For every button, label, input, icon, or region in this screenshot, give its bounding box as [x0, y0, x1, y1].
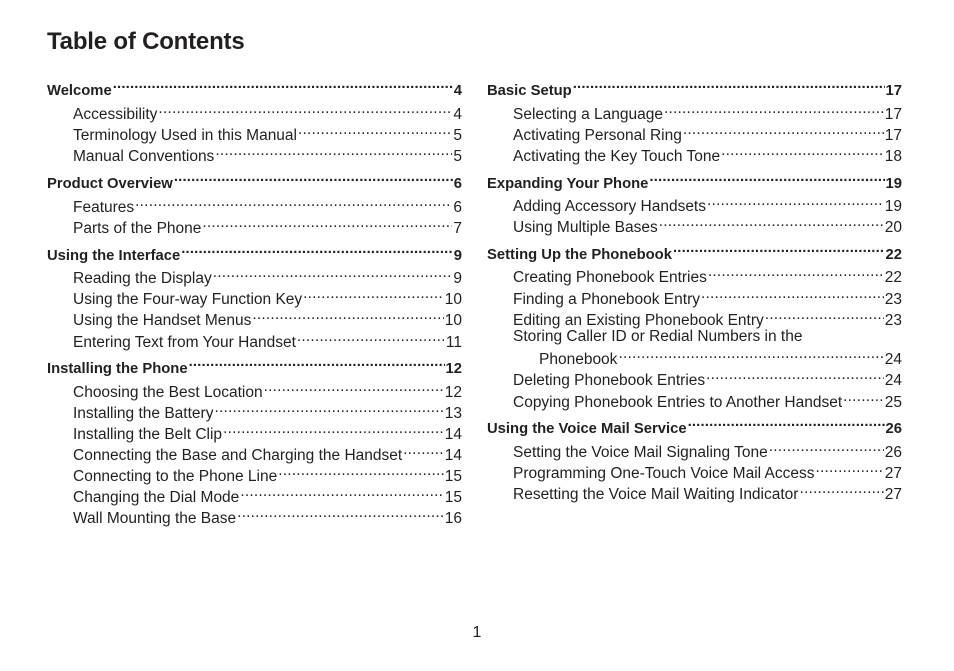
toc-label: Accessibility: [73, 106, 158, 123]
dot-leader: [765, 306, 884, 325]
dot-leader: [135, 193, 452, 212]
toc-section[interactable]: [487, 414, 902, 439]
dot-leader: [708, 263, 884, 282]
toc-page-number: 22: [885, 247, 902, 263]
toc-entry[interactable]: [487, 327, 902, 346]
toc-page-number: 19: [884, 198, 902, 215]
page-title: Table of Contents: [47, 28, 245, 55]
toc-entry[interactable]: [47, 504, 462, 528]
toc-page-number: 6: [453, 176, 462, 192]
toc-label: Deleting Phonebook Entries: [513, 372, 706, 389]
dot-leader: [843, 388, 884, 407]
toc-label: Editing an Existing Phonebook Entry: [513, 312, 764, 329]
toc-label: Using Multiple Bases: [513, 219, 658, 236]
toc-label: Connecting to the Phone Line: [73, 468, 278, 485]
toc-entry[interactable]: [487, 480, 902, 504]
dot-leader: [213, 264, 453, 283]
dot-leader: [403, 441, 444, 460]
toc-page-number: 24: [884, 351, 902, 368]
dot-leader: [158, 100, 452, 119]
toc-label: Reading the Display: [73, 270, 212, 287]
toc-entry[interactable]: [47, 214, 462, 238]
toc-section[interactable]: [47, 241, 462, 266]
dot-leader: [688, 414, 885, 433]
dot-leader: [618, 345, 883, 364]
toc-label: Using the Interface: [47, 248, 181, 264]
toc-entry[interactable]: [487, 263, 902, 287]
toc-section[interactable]: [487, 169, 902, 194]
toc-page-number: 17: [884, 106, 902, 123]
toc-label: Installing the Battery: [73, 405, 214, 422]
dot-leader: [113, 76, 453, 95]
toc-page-number: 14: [444, 426, 462, 443]
dot-leader: [223, 420, 444, 439]
dot-leader: [701, 285, 884, 304]
dot-leader: [664, 100, 884, 119]
toc-label: Setting Up the Phonebook: [487, 247, 672, 263]
toc-label: Phonebook: [539, 351, 618, 368]
dot-leader: [240, 483, 443, 502]
toc-label: Using the Voice Mail Service: [487, 421, 687, 437]
dot-leader: [298, 121, 452, 140]
toc-label: Activating the Key Touch Tone: [513, 148, 721, 165]
toc-page-number: 27: [884, 486, 902, 503]
toc-section[interactable]: [47, 169, 462, 194]
toc-label: Connecting the Base and Charging the Handset: [73, 447, 403, 464]
toc-page-number: 17: [885, 83, 902, 99]
toc-page-number: 12: [444, 384, 462, 401]
dot-leader: [683, 121, 884, 140]
toc-page-number: 9: [453, 248, 462, 264]
dot-leader: [721, 142, 884, 161]
toc-page-number: 13: [444, 405, 462, 422]
toc-entry[interactable]: [487, 388, 902, 412]
toc-entry[interactable]: [47, 142, 462, 166]
dot-leader: [706, 366, 884, 385]
dot-leader: [278, 462, 444, 481]
toc-page-number: 23: [884, 312, 902, 329]
toc-label: Parts of the Phone: [73, 220, 202, 237]
toc-label: Using the Four-way Function Key: [73, 291, 303, 308]
toc-section[interactable]: [487, 76, 902, 101]
toc-label: Setting the Voice Mail Signaling Tone: [513, 444, 768, 461]
dot-leader: [659, 213, 884, 232]
dot-leader: [214, 399, 443, 418]
toc-label: Basic Setup: [487, 83, 572, 99]
toc-label: Resetting the Voice Mail Waiting Indicator: [513, 486, 799, 503]
dot-leader: [707, 192, 884, 211]
toc-label: Using the Handset Menus: [73, 312, 252, 329]
toc-section[interactable]: [487, 240, 902, 265]
toc-page-number: 5: [453, 127, 462, 144]
toc-label: Entering Text from Your Handset: [73, 334, 296, 351]
toc-page-number: 20: [884, 219, 902, 236]
toc-label: Storing Caller ID or Redial Numbers in the: [513, 328, 803, 345]
toc-page-number: 15: [444, 489, 462, 506]
dot-leader: [799, 480, 883, 499]
toc-page-number: 19: [885, 176, 902, 192]
toc-label: Expanding Your Phone: [487, 176, 649, 192]
toc-label: Copying Phonebook Entries to Another Handset: [513, 394, 843, 411]
toc-page-number: 23: [884, 291, 902, 308]
toc-page-number: 11: [445, 334, 462, 351]
dot-leader: [181, 241, 453, 260]
toc-entry[interactable]: [487, 142, 902, 166]
toc-page-number: 12: [445, 361, 462, 377]
dot-leader: [189, 354, 445, 373]
toc-page-number: 9: [453, 270, 462, 287]
toc-page-number: 18: [884, 148, 902, 165]
toc-label: Product Overview: [47, 176, 173, 192]
toc-label: Activating Personal Ring: [513, 127, 682, 144]
toc-page-number: 15: [444, 468, 462, 485]
toc-entry[interactable]: [47, 328, 462, 352]
toc-label: Manual Conventions: [73, 148, 215, 165]
dot-leader: [215, 142, 452, 161]
toc-label: Programming One-Touch Voice Mail Access: [513, 465, 815, 482]
dot-leader: [303, 285, 444, 304]
toc-page-number: 7: [453, 220, 462, 237]
toc-label: Terminology Used in this Manual: [73, 127, 297, 144]
toc-page-number: 16: [444, 510, 462, 527]
toc-entry[interactable]: [487, 366, 902, 390]
toc-page-number: 22: [884, 269, 902, 286]
toc-page-number: 14: [444, 447, 462, 464]
toc-page-number: 26: [884, 444, 902, 461]
toc-page-number: 6: [453, 199, 462, 216]
dot-leader: [297, 328, 445, 347]
toc-page-number: 5: [453, 148, 462, 165]
toc-page-number: 10: [444, 312, 462, 329]
toc-page-number: 17: [884, 127, 902, 144]
toc-label: Features: [73, 199, 135, 216]
dot-leader: [174, 169, 453, 188]
toc-page-number: 24: [884, 372, 902, 389]
toc-page-number: 27: [884, 465, 902, 482]
toc-label: Finding a Phonebook Entry: [513, 291, 700, 308]
dot-leader: [202, 214, 452, 233]
dot-leader: [649, 169, 884, 188]
dot-leader: [252, 306, 443, 325]
toc-label: Changing the Dial Mode: [73, 489, 240, 506]
toc-section[interactable]: [47, 354, 462, 379]
toc-page-number: 26: [885, 421, 902, 437]
toc-label: Selecting a Language: [513, 106, 663, 123]
toc-entry[interactable]: [47, 306, 462, 330]
toc-page-number: 25: [884, 394, 902, 411]
toc-page-number: 4: [453, 83, 462, 99]
dot-leader: [673, 240, 885, 259]
toc-label: Installing the Belt Clip: [73, 426, 223, 443]
toc-label: Adding Accessory Handsets: [513, 198, 706, 215]
toc-label: Wall Mounting the Base: [73, 510, 237, 527]
page-number: 1: [472, 624, 482, 641]
dot-leader: [769, 438, 884, 457]
toc-page-number: 4: [453, 106, 462, 123]
toc-label: Welcome: [47, 83, 112, 99]
toc-label: Installing the Phone: [47, 361, 188, 377]
dot-leader: [264, 378, 444, 397]
dot-leader: [237, 504, 444, 523]
toc-label: Creating Phonebook Entries: [513, 269, 707, 286]
dot-leader: [573, 76, 885, 95]
dot-leader: [816, 459, 884, 478]
toc-section[interactable]: [47, 76, 462, 101]
toc-label: Choosing the Best Location: [73, 384, 263, 401]
toc-entry[interactable]: [487, 213, 902, 237]
toc-page-number: 10: [444, 291, 462, 308]
